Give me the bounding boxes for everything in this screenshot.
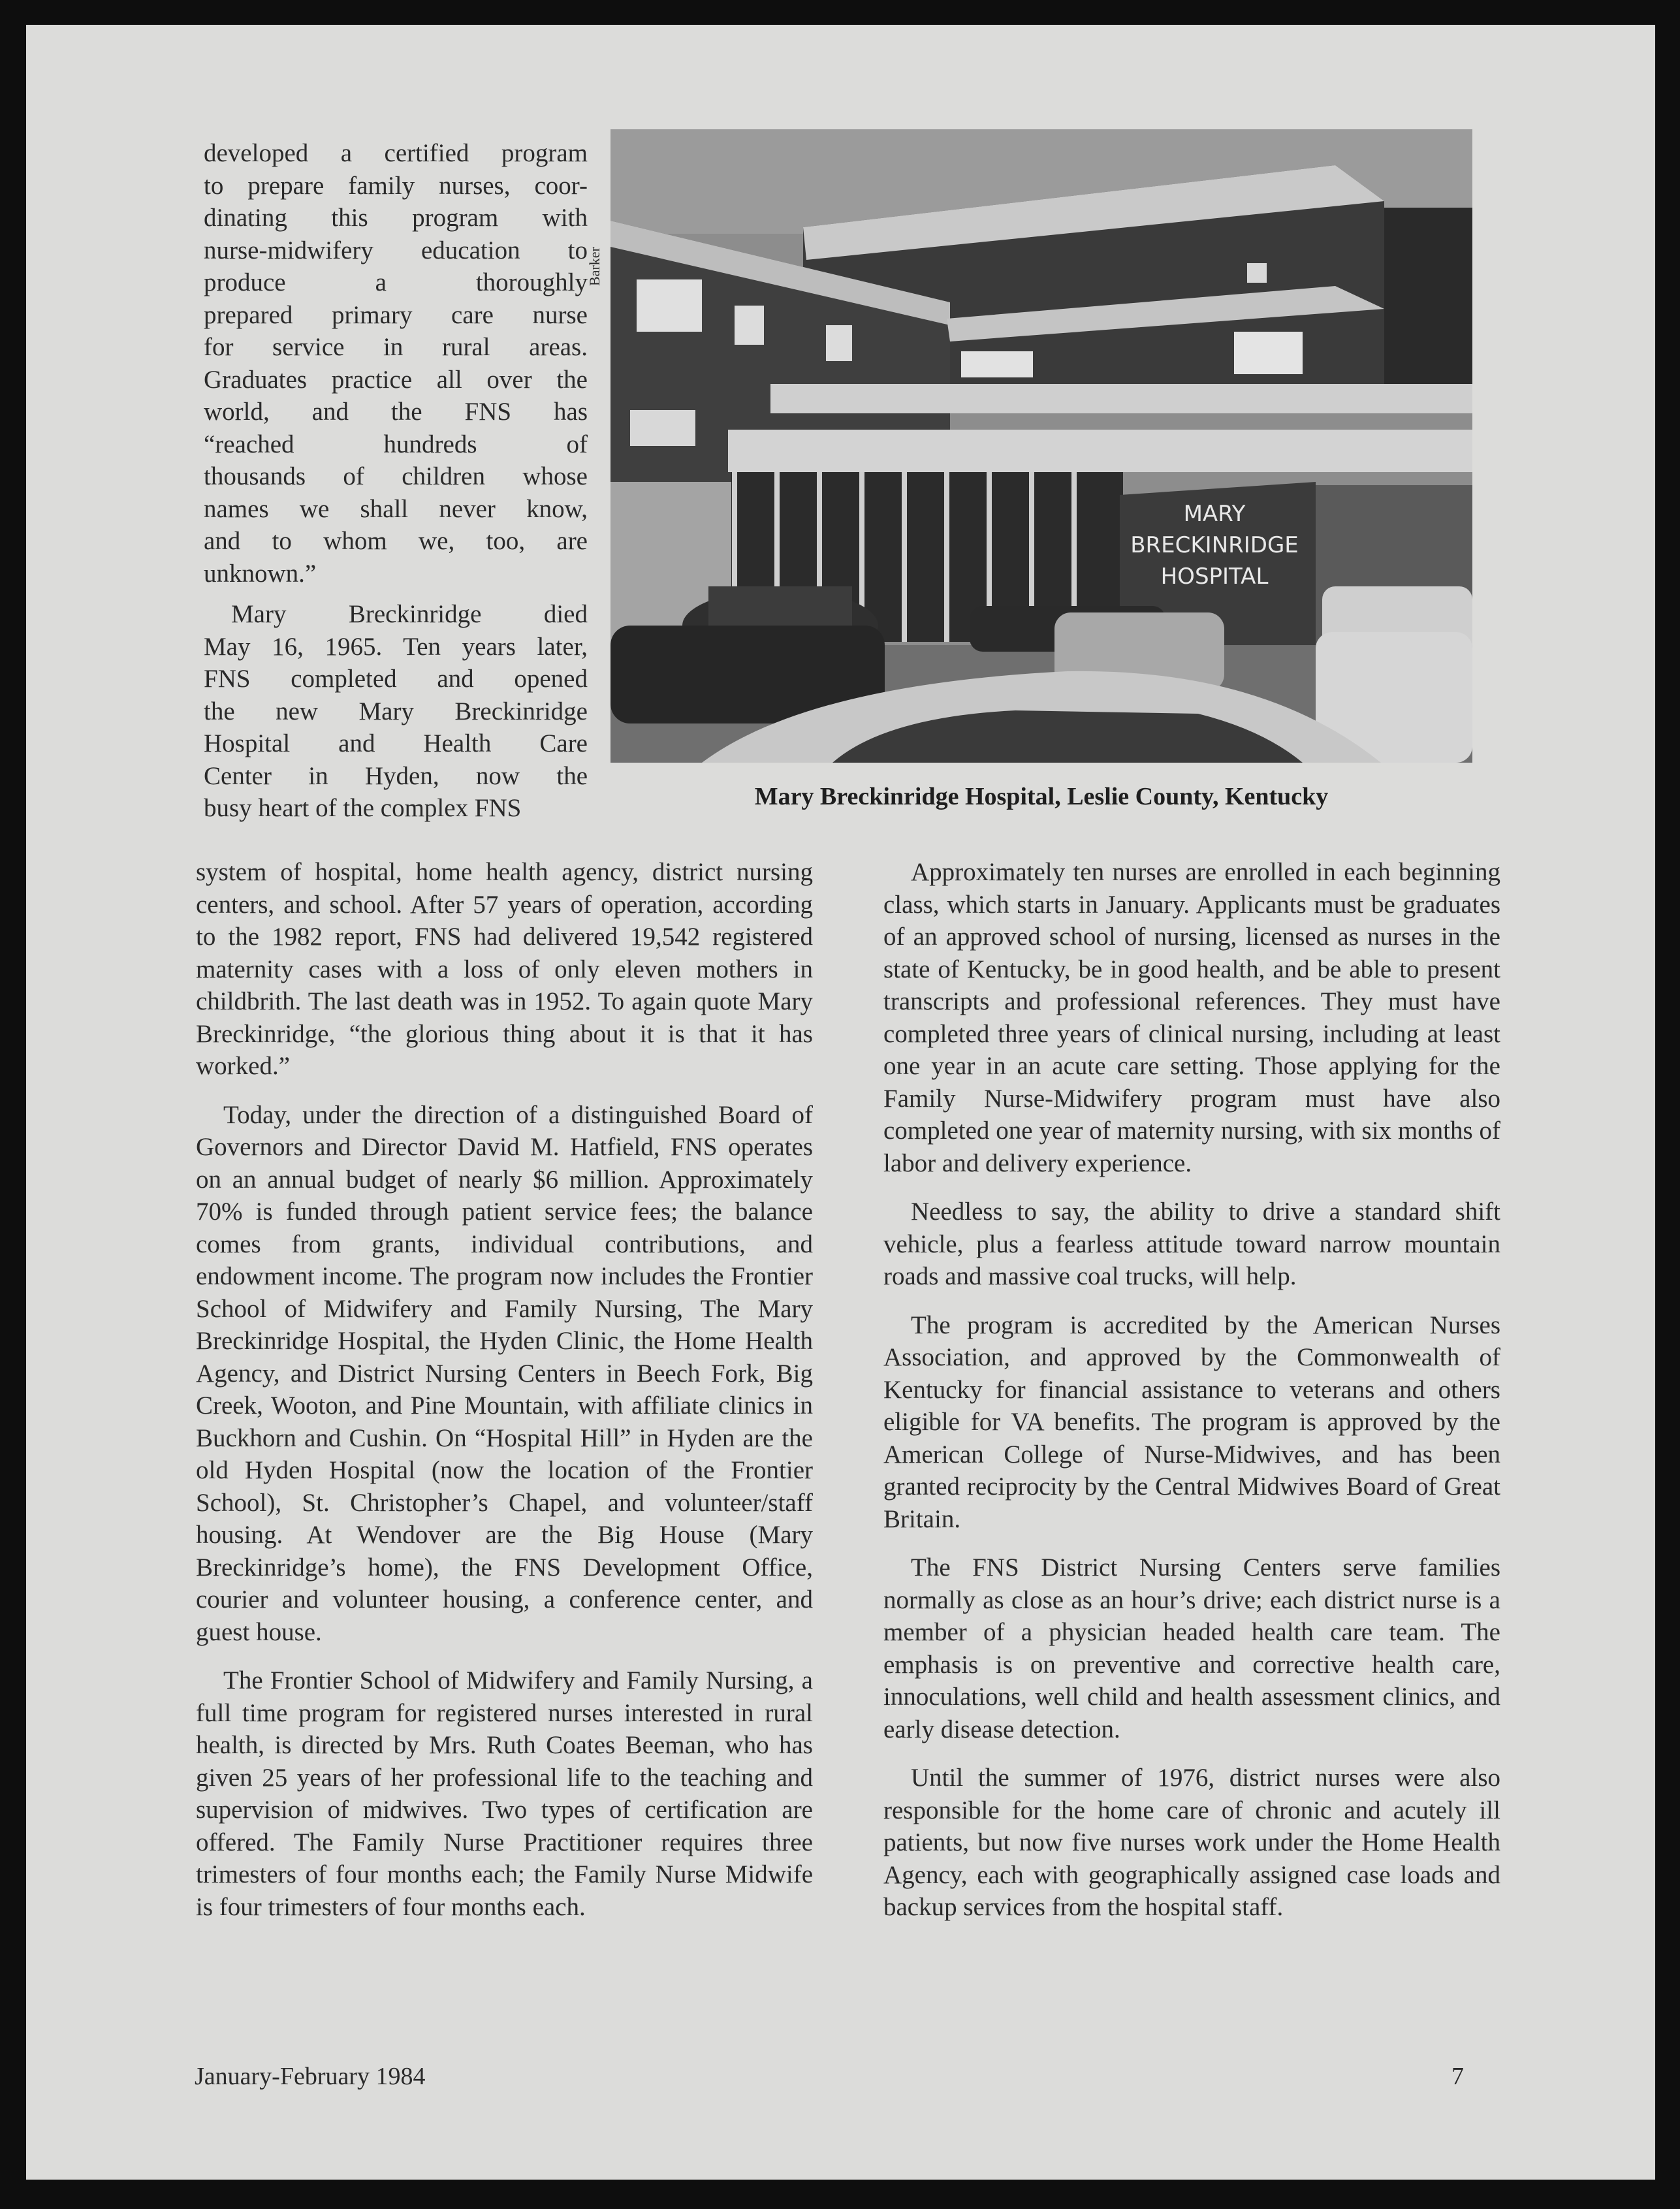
text-line: Mary Breckinridge died bbox=[231, 600, 588, 628]
text-line: Center in Hyden, now the bbox=[204, 761, 588, 790]
text-line: “reached hundreds of bbox=[204, 430, 588, 458]
text-line: Hospital and Health Care bbox=[204, 729, 588, 757]
right-column bbox=[883, 856, 1500, 1940]
breckinridge-paragraph bbox=[204, 598, 588, 825]
left-column bbox=[196, 856, 813, 1939]
sign-line-1: MARY bbox=[1183, 501, 1246, 527]
text-line: nurse-midwifery education to bbox=[204, 236, 588, 264]
paragraph: The FNS District Nursing Centers serve families normally as close as an hour’s drive; each district nurse is a member of a physician headed health care team. The emphasis is on preventive and corrective health care, innoculations, well child and health assessment clinics, and early disease detection. bbox=[883, 1553, 1500, 1743]
paragraph: Needless to say, the ability to drive a standard shift vehicle, plus a fearless attitude toward narrow mountain roads and massive coal trucks, will help. bbox=[883, 1198, 1500, 1290]
issue-date: January-February 1984 bbox=[195, 2063, 426, 2090]
paragraph: Approximately ten nurses are enrolled in each beginning class, which starts in January. Applicants must be graduates of an approved school of nursing, licensed as nurses in the state of Kentucky, be in good health, and be able to present transcripts and professional references. They must have completed three years of clinical nursing, including at least one year in an acute care setting. Those applying for the Family Nurse-Midwifery program must have also completed one year of maternity nursing, with six months of labor and delivery experience. bbox=[883, 858, 1500, 1177]
text-line: developed a certified program bbox=[204, 139, 588, 167]
text-line: produce a thoroughly bbox=[204, 268, 588, 296]
paragraph: system of hospital, home health agency, district nursing centers, and school. After 57 years of operation, according to the 1982 report, FNS had delivered 19,542 registered maternity cases with a loss of only eleven mothers in childbrith. The last death was in 1952. To again quote Mary Breckinridge, “the glorious thing about it is that it has worked.” bbox=[196, 858, 813, 1080]
text-line: for service in rural areas. bbox=[204, 333, 588, 361]
text-line: world, and the FNS has bbox=[204, 398, 588, 426]
sign-line-3: HOSPITAL bbox=[1160, 564, 1269, 590]
paragraph: The Frontier School of Midwifery and Family Nursing, a full time program for registered nurses interested in rural health, is directed by Mrs. Ruth Coates Beeman, who has given 25 years of her professional life to the teaching and supervision of midwives. Two types of certification are offered. The Family Nurse Practitioner requires three trimesters of four months each; the Family Nurse Midwife is four trimesters of four months each. bbox=[196, 1666, 813, 1921]
text-line: FNS completed and opened bbox=[204, 665, 588, 693]
text-line: and to whom we, too, are bbox=[204, 527, 588, 555]
text-line: names we shall never know, bbox=[204, 494, 588, 523]
text-line: May 16, 1965. Ten years later, bbox=[204, 632, 588, 661]
text-line: dinating this program with bbox=[204, 204, 588, 232]
sign-line-2: BRECKINRIDGE bbox=[1130, 532, 1299, 558]
intro-paragraph bbox=[204, 137, 588, 590]
text-line: thousands of children whose bbox=[204, 462, 588, 490]
text-line: the new Mary Breckinridge bbox=[204, 697, 588, 725]
text-line: to prepare family nurses, coor- bbox=[204, 171, 588, 200]
magazine-page bbox=[26, 25, 1655, 2180]
photo-caption: Mary Breckinridge Hospital, Leslie County, Kentucky bbox=[754, 783, 1329, 810]
page-number: 7 bbox=[1451, 2063, 1464, 2090]
text-line: Graduates practice all over the bbox=[204, 365, 588, 394]
text-line: busy heart of the complex FNS bbox=[204, 794, 522, 822]
paragraph: Today, under the direction of a distinguished Board of Governors and Director David M. Hatfield, FNS operates on an annual budget of nearly $6 million. Approximately 70% is funded through patient service fees; the balance comes from grants, individual contributions, and endowment income. The program now includes the Frontier School of Midwifery and Family Nursing, The Mary Breckinridge Hospital, the Hyden Clinic, the Home Health Agency, and District Nursing Centers in Beech Fork, Big Creek, Wooton, and Pine Mountain, with affiliate clinics in Buckhorn and Cushin. On “Hospital Hill” in Hyden are the old Hyden Hospital (now the location of the Frontier School), St. Christopher’s Chapel, and volunteer/staff housing. At Wendover are the Big House (Mary Breckinridge’s home), the FNS Development Office, courier and volunteer housing, a conference center, and guest house. bbox=[196, 1100, 813, 1646]
photo-credit: Barker bbox=[586, 247, 603, 286]
text-line: unknown.” bbox=[204, 559, 317, 588]
hospital-photo bbox=[610, 129, 1472, 763]
text-line: prepared primary care nurse bbox=[204, 300, 588, 329]
paragraph: Until the summer of 1976, district nurses were also responsible for the home care of chronic and acutely ill patients, but now five nurses work under the Home Health Agency, each with geographically assigned case loads and backup services from the hospital staff. bbox=[883, 1764, 1500, 1921]
paragraph: The program is accredited by the American Nurses Association, and approved by the Commonwealth of Kentucky for financial assistance to veterans and others eligible for VA benefits. The program is approved by the American College of Nurse-Midwives, and has been granted reciprocity by the Central Midwives Board of Great Britain. bbox=[883, 1311, 1500, 1533]
